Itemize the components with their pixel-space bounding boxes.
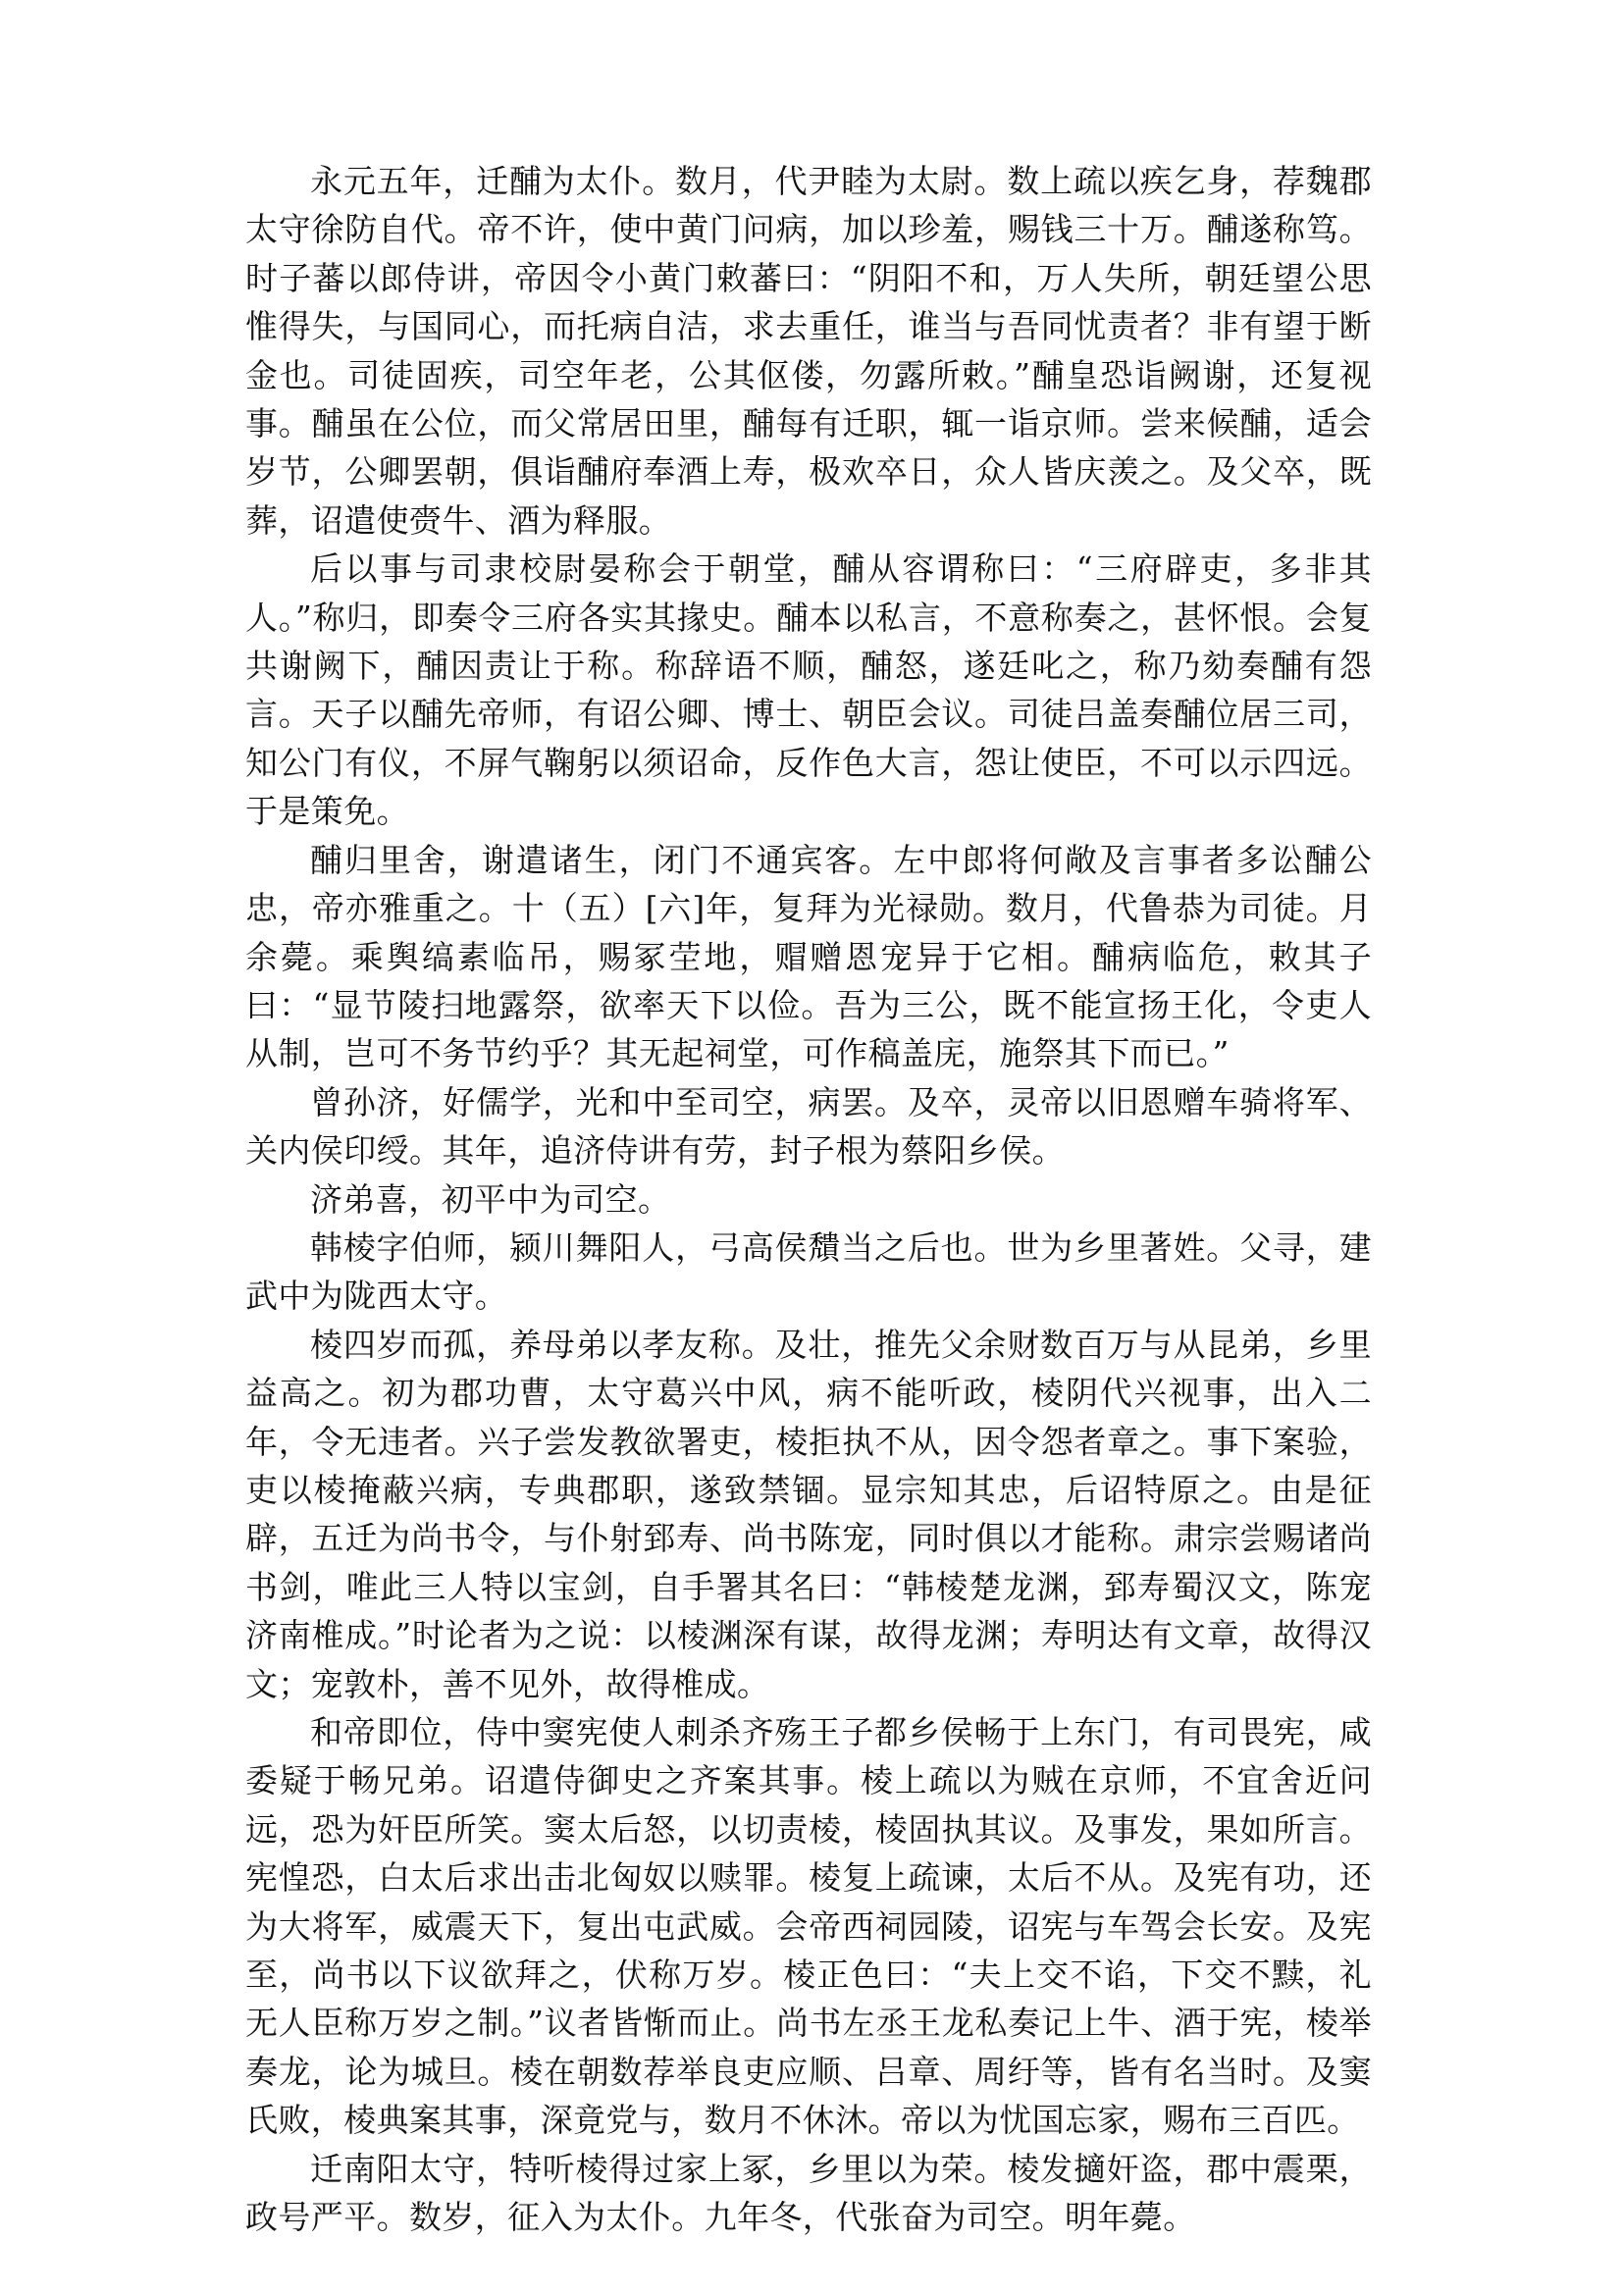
paragraph-8: 和帝即位，侍中窦宪使人刺杀齐殇王子都乡侯畅于上东门，有司畏宪，咸委疑于畅兄弟。诏遣侍御史之齐案其事。棱上疏以为贼在京师，不宜舍近问远，恐为奸臣所笑。窦太后怒，以切责棱，棱固执其议。及事发，果如所言。宪惶恐，白太后求出击北匈奴以赎罪。棱复上疏谏，太后不从。及宪有功，还为大将军，威震天下，复出屯武威。会帝西祠园陵，诏宪与车驾会长安。及宪至，尚书以下议欲拜之，伏称万岁。棱正色曰：“夫上交不谄，下交不黩，礼无人臣称万岁之制。”议者皆惭而止。尚书左丞王龙私奏记上牛、酒于宪，棱举奏龙，论为城旦。棱在朝数荐举良吏应顺、吕章、周纡等，皆有名当时。及窦氏败，棱典案其事，深竟党与，数月不休沐。帝以为忧国忘家，赐布三百匹。 <box>245 1713 1372 2140</box>
paragraph-2: 后以事与司隶校尉晏称会于朝堂，酺从容谓称曰：“三府辟吏，多非其人。”称归，即奏令三府各实其掾史。酺本以私言，不意称奏之，甚怀恨。会复共谢阙下，酺因责让于称。称辞语不顺，酺怒，遂廷叱之，称乃劾奏酺有怨言。天子以酺先帝师，有诏公卿、博士、朝臣会议。司徒吕盖奏酺位居三司，知公门有仪，不屏气鞠躬以须诏命，反作色大言，怨让使臣，不可以示四远。于是策免。 <box>245 549 1372 831</box>
paragraph-7: 棱四岁而孤，养母弟以孝友称。及壮，推先父余财数百万与从昆弟，乡里益高之。初为郡功曹，太守葛兴中风，病不能听政，棱阴代兴视事，出入二年，令无违者。兴子尝发教欲署吏，棱拒执不从，因令怨者章之。事下案验，吏以棱掩蔽兴病，专典郡职，遂致禁锢。显宗知其忠，后诏特原之。由是征辟，五迁为尚书令，与仆射郅寿、尚书陈宠，同时俱以才能称。肃宗尝赐诸尚书剑，唯此三人特以宝剑，自手署其名曰：“韩棱楚龙渊，郅寿蜀汉文，陈宠济南椎成。”时论者为之说：以棱渊深有谋，故得龙渊；寿明达有文章，故得汉文；宠敦朴，善不见外，故得椎成。 <box>245 1325 1372 1703</box>
paragraph-1: 永元五年，迁酺为太仆。数月，代尹睦为太尉。数上疏以疾乞身，荐魏郡太守徐防自代。帝不许，使中黄门问病，加以珍羞，赐钱三十万。酺遂称笃。时子蕃以郎侍讲，帝因令小黄门敕蕃曰：“阴阳不和，万人失所，朝廷望公思惟得失，与国同心，而托病自洁，求去重任，谁当与吾同忧责者？非有望于断金也。司徒固疾，司空年老，公其伛偻，勿露所敕。”酺皇恐诣阙谢，还复视事。酺虽在公位，而父常居田里，酺每有迁职，辄一诣京师。尝来候酺，适会岁节，公卿罢朝，俱诣酺府奉酒上寿，极欢卒日，众人皆庆羡之。及父卒，既葬，诏遣使赍牛、酒为释服。 <box>245 162 1372 540</box>
paragraph-3: 酺归里舍，谢遣诸生，闭门不通宾客。左中郎将何敞及言事者多讼酺公忠，帝亦雅重之。十（五）[六]年，复拜为光禄勋。数月，代鲁恭为司徒。月余薨。乘舆缟素临吊，赐冢茔地，赗赠恩宠异于它相。酺病临危，敕其子曰：“显节陵扫地露祭，欲率天下以俭。吾为三公，既不能宣扬王化，令吏人从制，岂可不务节约乎？其无起祠堂，可作稿盖庑，施祭其下而已。” <box>245 840 1372 1073</box>
paragraph-9: 迁南阳太守，特听棱得过家上冢，乡里以为荣。棱发擿奸盗，郡中震栗，政号严平。数岁，征入为太仆。九年冬，代张奋为司空。明年薨。 <box>245 2149 1372 2237</box>
paragraph-4: 曾孙济，好儒学，光和中至司空，病罢。及卒，灵帝以旧恩赠车骑将军、关内侯印绶。其年，追济侍讲有劳，封子根为蔡阳乡侯。 <box>245 1082 1372 1171</box>
document-body <box>245 157 1372 2241</box>
paragraph-5: 济弟喜，初平中为司空。 <box>310 1179 671 1219</box>
paragraph-6: 韩棱字伯师，颍川舞阳人，弓高侯穨当之后也。世为乡里著姓。父寻，建武中为陇西太守。 <box>245 1227 1372 1316</box>
